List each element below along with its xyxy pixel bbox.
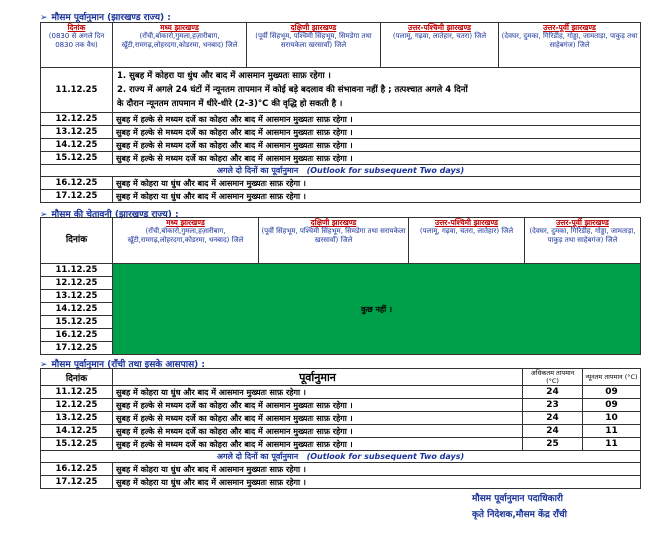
row-date: 15.12.25: [41, 152, 113, 165]
min-temp: 11: [583, 438, 641, 451]
table-row: [41, 113, 641, 126]
row-date: 12.12.25: [41, 113, 113, 126]
date-header: दिनांक: [41, 369, 113, 386]
forecast-text: सुबह में कोहरा या धुंध और बाद में आसमान मुख्यतः साफ़ रहेगा ।: [113, 463, 641, 476]
forecast-text: सुबह में हल्के से मध्यम दर्जे का कोहरा और बाद में आसमान मुख्यतः साफ़ रहेगा ।: [113, 412, 523, 425]
forecast-text: सुबह में हल्के से मध्यम दर्जे का कोहरा और बाद में आसमान मुख्यतः साफ़ रहेगा ।: [113, 425, 523, 438]
central-header: मध्य झारखण्ड (राँची,बोकारो,गुमला,हज़ारीबाग, खूँटी,रामगढ़,लोहरदगा,कोडरमा, धनबाद) जिले: [113, 218, 259, 264]
row-date: 13.12.25: [41, 126, 113, 139]
forecast-text: सुबह में हल्के से मध्यम दर्जे का कोहरा और बाद में आसमान मुख्यतः साफ़ रहेगा ।: [113, 438, 523, 451]
forecast-header: पूर्वानुमान: [113, 369, 523, 386]
table-row: [41, 399, 641, 412]
table-row: [41, 476, 641, 489]
signature-title: मौसम पूर्वानुमान पदाधिकारी: [472, 494, 563, 504]
outlook-subheading: अगले दो दिनों का पूर्वानुमान (Outlook for subsequent Two days): [41, 165, 641, 177]
forecast-text: सुबह में कोहरा या धुंध और बाद में आसमान मुख्यतः साफ़ रहेगा ।: [113, 177, 641, 190]
forecast-text: सुबह में कोहरा या धुंध और बाद में आसमान मुख्यतः साफ़ रहेगा ।: [113, 190, 641, 203]
row-date: 14.12.25: [41, 303, 113, 316]
outlook-subheading-row: [41, 451, 641, 463]
section-title-warning: ➢ मौसम की चेतावनी (झारखण्ड राज्य) :: [40, 210, 179, 220]
table-row: [41, 177, 641, 190]
row-date: 16.12.25: [41, 463, 113, 476]
row-date: 17.12.25: [41, 190, 113, 203]
row-date: 13.12.25: [41, 290, 113, 303]
northwest-header: उत्तर-पश्चिमी झारखण्ड (पलामू, गढ़वा, लातेहार, चतरा) जिले: [381, 23, 499, 68]
table-row: [41, 152, 641, 165]
south-header: दक्षिणी झारखण्ड (पूर्वी सिंहभूम, पश्चिमी सिंहभूम, सिमडेगा तथा सरायकेला खरसावाँ) जिले: [247, 23, 381, 68]
row-date: 15.12.25: [41, 438, 113, 451]
forecast-text: 1. सुबह में कोहरा या धुंध और बाद में आसमान मुख्यतः साफ़ रहेगा । 2. राज्य में अगले 24 घंटों में न्यूनतम तापमान में कोई बड़े बदलाव की संभावना नहीं है ; तत्पश्चात अगले 4 दिनों के दौरान न्यूनतम तापमान में धीरे-धीरे (2-3)°C की वृद्धि हो सकती है ।: [113, 68, 641, 113]
outlook-subheading-row: [41, 165, 641, 177]
forecast-text: सुबह में हल्के से मध्यम दर्जे का कोहरा और बाद में आसमान मुख्यतः साफ़ रहेगा ।: [113, 152, 641, 165]
state-forecast-table: [40, 22, 641, 203]
northeast-header: उत्तर-पूर्वी झारखण्ड (देवघर, दुमका, गिरिडीह, गोड्डा, जामताड़ा, पाकुड़ तथा साहेबगंज) जिले: [525, 218, 641, 264]
forecast-text: सुबह में कोहरा या धुंध और बाद में आसमान मुख्यतः साफ़ रहेगा ।: [113, 476, 641, 489]
section-title-forecast: ➢ मौसम पूर्वानुमान (झारखण्ड राज्य) :: [40, 13, 171, 23]
arrow-icon: ➢: [40, 360, 48, 370]
arrow-icon: ➢: [40, 13, 48, 23]
max-temp: 24: [523, 425, 583, 438]
table-row: [41, 126, 641, 139]
max-temp-header: अधिकतम तापमान (°C): [523, 369, 583, 386]
table-row: [41, 438, 641, 451]
forecast-text: सुबह में कोहरा या धुंध और बाद में आसमान मुख्यतः साफ़ रहेगा ।: [113, 386, 523, 399]
table-row: [41, 139, 641, 152]
signature-office: कृते निदेशक,मौसम केंद्र राँची: [472, 510, 567, 520]
row-date: 15.12.25: [41, 316, 113, 329]
row-date: 12.12.25: [41, 277, 113, 290]
row-date: 12.12.25: [41, 399, 113, 412]
row-date: 14.12.25: [41, 139, 113, 152]
warning-table: [40, 217, 641, 355]
row-date: 17.12.25: [41, 342, 113, 355]
min-temp: 09: [583, 399, 641, 412]
table-header-row: [41, 369, 641, 386]
max-temp: 25: [523, 438, 583, 451]
min-temp-header: न्यूनतम तापमान (°C): [583, 369, 641, 386]
table-row: [41, 190, 641, 203]
min-temp: 09: [583, 386, 641, 399]
date-header: दिनांक: [41, 218, 113, 264]
max-temp: 24: [523, 386, 583, 399]
section-title-ranchi: ➢ मौसम पूर्वानुमान (राँची तथा इसके आसपास) :: [40, 360, 205, 370]
row-date: 17.12.25: [41, 476, 113, 489]
northeast-header: उत्तर-पूर्वी झारखण्ड (देवघर, दुमका, गिरिडीह, गोड्डा, जामताड़ा, पाकुड़ तथा साहेबगंज) जिले: [499, 23, 641, 68]
table-row: [41, 412, 641, 425]
table-row: [41, 264, 641, 277]
central-header: मध्य झारखण्ड (राँची,बोकारो,गुमला,हज़ारीबाग, खूँटी,रामगढ़,लोहरदगा,कोडरमा, धनबाद) जिले: [113, 23, 247, 68]
row-date: 11.12.25: [41, 68, 113, 113]
forecast-text: सुबह में हल्के से मध्यम दर्जे का कोहरा और बाद में आसमान मुख्यतः साफ़ रहेगा ।: [113, 399, 523, 412]
northwest-header: उत्तर-पश्चिमी झारखण्ड (पलामू, गढ़वा, चतरा, लातेहार) जिले: [409, 218, 525, 264]
arrow-icon: ➢: [40, 210, 48, 220]
row-date: 13.12.25: [41, 412, 113, 425]
row-date: 11.12.25: [41, 264, 113, 277]
ranchi-forecast-table: [40, 368, 641, 489]
forecast-text: सुबह में हल्के से मध्यम दर्जे का कोहरा और बाद में आसमान मुख्यतः साफ़ रहेगा ।: [113, 126, 641, 139]
max-temp: 24: [523, 412, 583, 425]
south-header: दक्षिणी झारखण्ड (पूर्वी सिंहभूम, पश्चिमी सिंहभूम, सिमडेगा तथा सरायकेला खरसावाँ) जिले: [259, 218, 409, 264]
table-row: [41, 386, 641, 399]
table-row: [41, 425, 641, 438]
table-header-row: [41, 218, 641, 264]
forecast-text: सुबह में हल्के से मध्यम दर्जे का कोहरा और बाद में आसमान मुख्यतः साफ़ रहेगा ।: [113, 139, 641, 152]
row-date: 11.12.25: [41, 386, 113, 399]
table-row: [41, 68, 641, 113]
min-temp: 10: [583, 412, 641, 425]
row-date: 16.12.25: [41, 329, 113, 342]
outlook-subheading: अगले दो दिनों का पूर्वानुमान (Outlook for subsequent Two days): [41, 451, 641, 463]
date-header: दिनांक (0830 से अगले दिन 0830 तक वैध): [41, 23, 113, 68]
min-temp: 11: [583, 425, 641, 438]
max-temp: 23: [523, 399, 583, 412]
table-header-row: [41, 23, 641, 68]
table-row: [41, 463, 641, 476]
no-warning-cell: कुछ नहीं ।: [113, 264, 641, 355]
forecast-text: सुबह में हल्के से मध्यम दर्जे का कोहरा और बाद में आसमान मुख्यतः साफ़ रहेगा ।: [113, 113, 641, 126]
row-date: 16.12.25: [41, 177, 113, 190]
row-date: 14.12.25: [41, 425, 113, 438]
